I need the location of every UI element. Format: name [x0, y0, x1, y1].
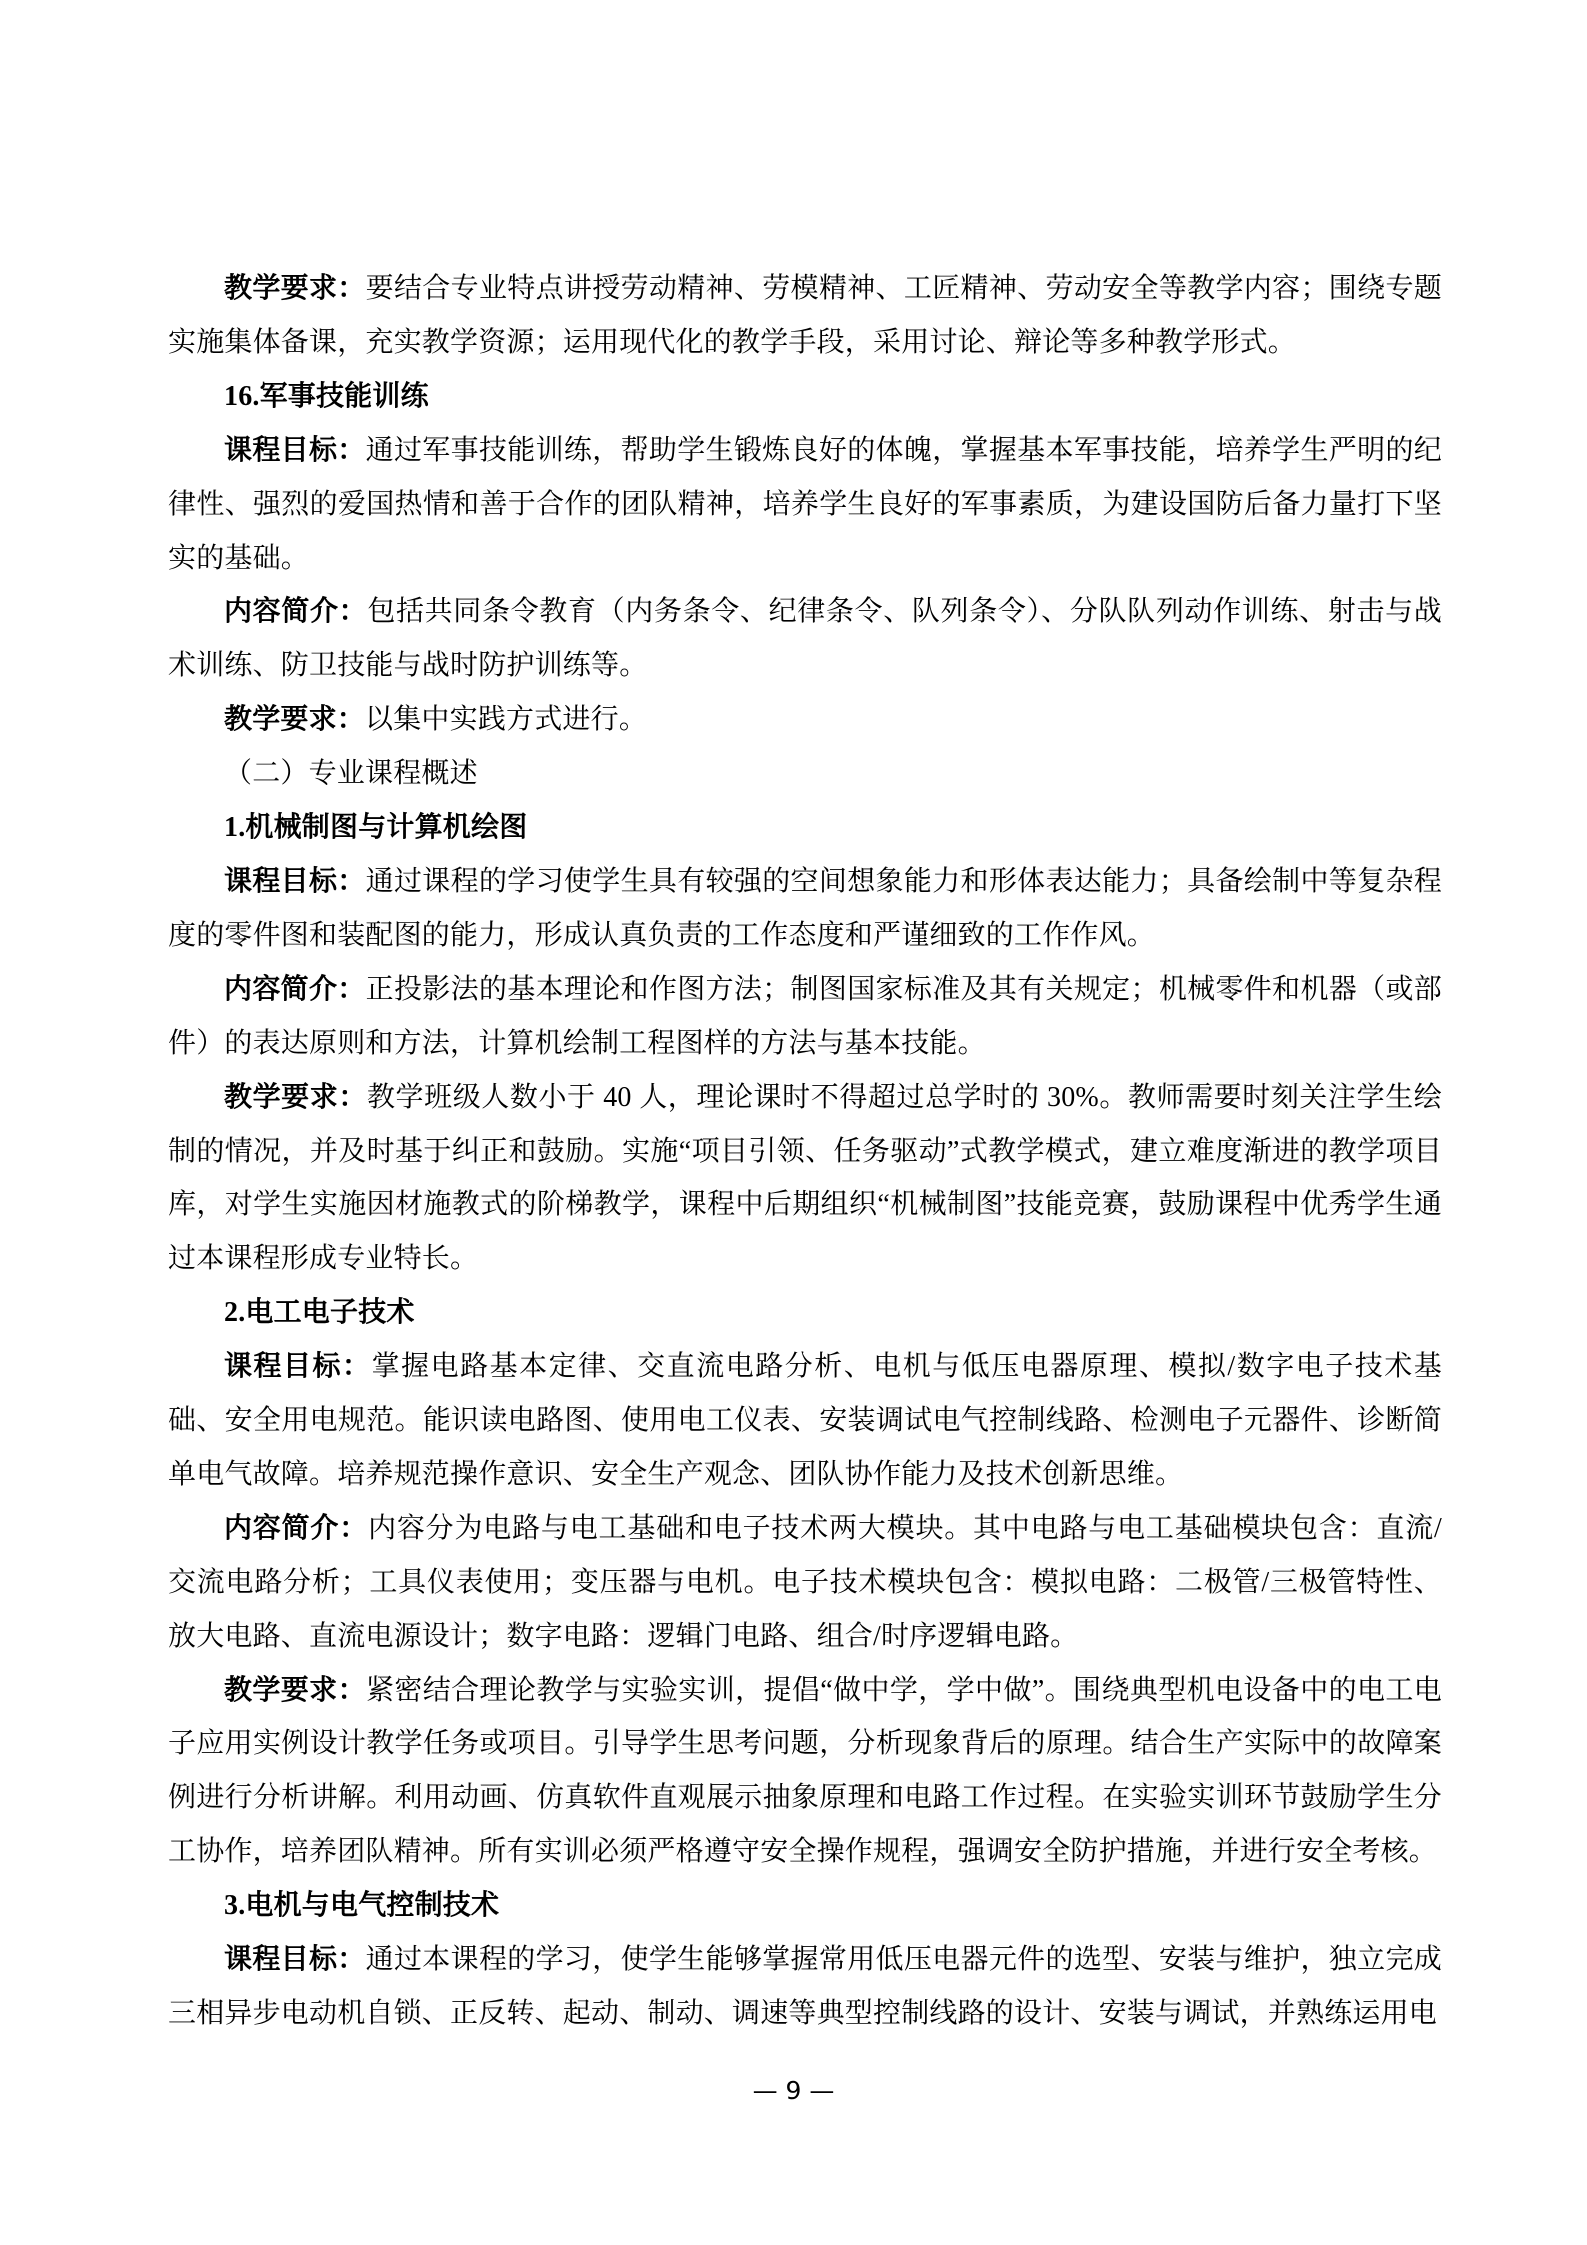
paragraph-section-2-professional-courses — [168, 747, 1442, 801]
paragraph-course-objectives-motor-control — [168, 1933, 1442, 2041]
paragraph-text: 正投影法的基本理论和作图方法；制图国家标准及其有关规定；机械零件和机器（或部件）的表达原则和方法，计算机绘制工程图样的方法与基本技能。 — [168, 973, 1442, 1059]
paragraph-text: 以集中实践方式进行。 — [365, 704, 648, 736]
paragraph-content-intro-electronics — [168, 1502, 1442, 1664]
page-number: — 9 — — [752, 2076, 835, 2105]
paragraph-teaching-requirements-drawing — [168, 1071, 1442, 1287]
paragraph-text: （二）专业课程概述 — [224, 758, 478, 790]
paragraph-lead: 课程目标： — [224, 1944, 366, 1976]
heading-3-motor-electrical-control — [168, 1879, 1442, 1933]
paragraph-lead: 教学要求： — [224, 704, 366, 736]
paragraph-text: 通过军事技能训练，帮助学生锻炼良好的体魄，掌握基本军事技能，培养学生严明的纪律性、强烈的爱国热情和善于合作的团队精神，培养学生良好的军事素质，为建设国防后备力量打下坚实的基础。 — [168, 434, 1442, 574]
paragraph-content-intro-military — [168, 585, 1442, 693]
heading-text: 1.机械制图与计算机绘图 — [224, 812, 528, 844]
paragraph-lead: 课程目标： — [224, 1351, 372, 1383]
document-body — [168, 262, 1442, 2041]
paragraph-lead: 教学要求： — [224, 273, 366, 304]
paragraph-lead: 内容简介： — [224, 1512, 369, 1544]
paragraph-text: 教学班级人数小于 40 人，理论课时不得超过总学时的 30%。教师需要时刻关注学生绘制的情况，并及时基于纠正和鼓励。实施“项目引领、任务驱动”式教学模式，建立难度渐进的教学项目库，对学生实施因材施教式的阶梯教学，课程中后期组织“机械制图”技能竞赛，鼓励课程中优秀学生通过本课程形成专业特长。 — [168, 1081, 1442, 1275]
paragraph-text: 要结合专业特点讲授劳动精神、劳模精神、工匠精神、劳动安全等教学内容；围绕专题实施集体备课，充实教学资源；运用现代化的教学手段，采用讨论、辩论等多种教学形式。 — [168, 273, 1442, 358]
paragraph-text: 通过本课程的学习，使学生能够掌握常用低压电器元件的选型、安装与维护，独立完成三相异步电动机自锁、正反转、起动、制动、调速等典型控制线路的设计、安装与调试，并熟练运用电 — [168, 1944, 1442, 2029]
paragraph-course-objectives-electronics — [168, 1340, 1442, 1502]
paragraph-teaching-requirements-military — [168, 693, 1442, 747]
paragraph-teaching-requirements-labor — [168, 262, 1442, 370]
paragraph-lead: 教学要求： — [224, 1674, 366, 1706]
paragraph-text: 内容分为电路与电工基础和电子技术两大模块。其中电路与电工基础模块包含：直流/交流电路分析；工具仪表使用；变压器与电机。电子技术模块包含：模拟电路：二极管/三极管特性、放大电路、直流电源设计；数字电路：逻辑门电路、组合/时序逻辑电路。 — [168, 1512, 1442, 1652]
paragraph-lead: 内容简介： — [224, 973, 366, 1005]
heading-16-military-skills-training — [168, 370, 1442, 424]
paragraph-text: 包括共同条令教育（内务条令、纪律条令、队列条令）、分队队列动作训练、射击与战术训练、防卫技能与战时防护训练等。 — [168, 596, 1442, 682]
heading-2-electrical-electronics — [168, 1286, 1442, 1340]
paragraph-course-objectives-military — [168, 424, 1442, 586]
paragraph-content-intro-drawing — [168, 963, 1442, 1071]
paragraph-text: 紧密结合理论教学与实验实训，提倡“做中学，学中做”。围绕典型机电设备中的电工电子应用实例设计教学任务或项目。引导学生思考问题，分析现象背后的原理。结合生产实际中的故障案例进行分析讲解。利用动画、仿真软件直观展示抽象原理和电路工作过程。在实验实训环节鼓励学生分工协作，培养团队精神。所有实训必须严格遵守安全操作规程，强调安全防护措施，并进行安全考核。 — [168, 1674, 1442, 1868]
heading-1-mechanical-drawing — [168, 801, 1442, 855]
heading-text: 3.电机与电气控制技术 — [224, 1890, 500, 1922]
heading-text: 16.军事技能训练 — [224, 380, 429, 412]
paragraph-text: 通过课程的学习使学生具有较强的空间想象能力和形体表达能力；具备绘制中等复杂程度的零件图和装配图的能力，形成认真负责的工作态度和严谨细致的工作作风。 — [168, 865, 1442, 951]
paragraph-teaching-requirements-electronics — [168, 1664, 1442, 1880]
paragraph-lead: 课程目标： — [224, 434, 366, 466]
paragraph-course-objectives-drawing — [168, 855, 1442, 963]
paragraph-lead: 教学要求： — [224, 1081, 367, 1113]
paragraph-lead: 内容简介： — [224, 596, 368, 628]
paragraph-lead: 课程目标： — [224, 865, 366, 897]
heading-text: 2.电工电子技术 — [224, 1297, 415, 1329]
paragraph-text: 掌握电路基本定律、交直流电路分析、电机与低压电器原理、模拟/数字电子技术基础、安全用电规范。能识读电路图、使用电工仪表、安装调试电气控制线路、检测电子元器件、诊断简单电气故障。培养规范操作意识、安全生产观念、团队协作能力及技术创新思维。 — [168, 1351, 1442, 1490]
